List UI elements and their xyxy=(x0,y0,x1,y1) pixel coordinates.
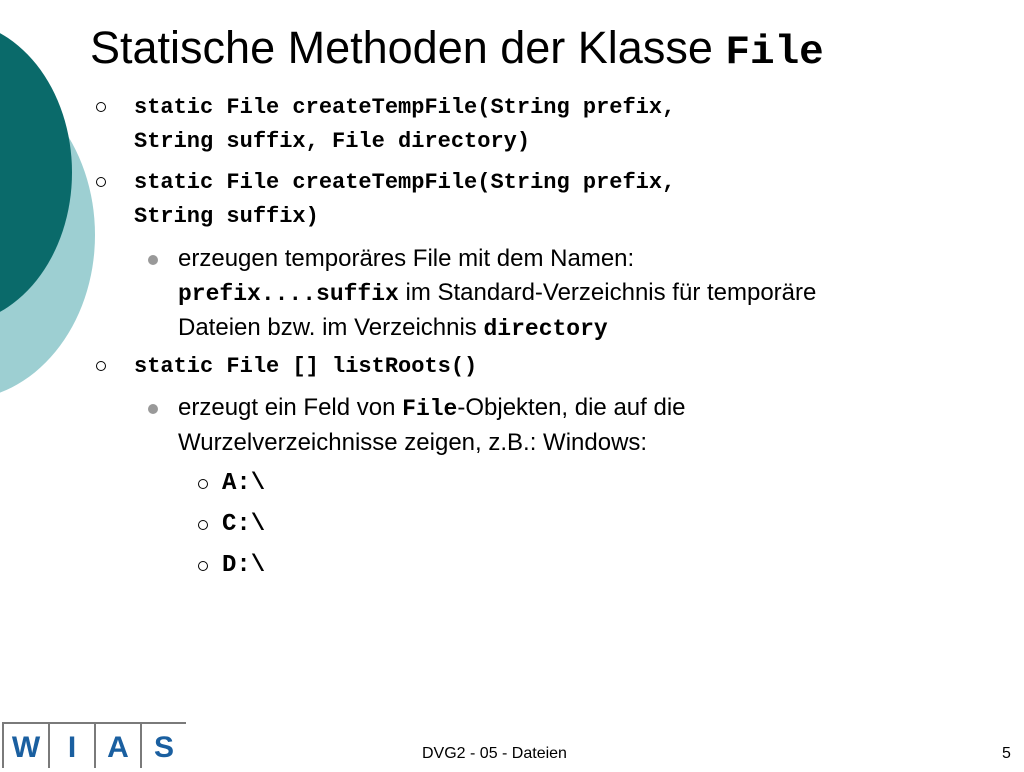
description-line2: Wurzelverzeichnisse zeigen, z.B.: Windows: xyxy=(178,429,648,456)
description-line1 xyxy=(178,391,978,426)
method-signature-line1: static File createTempFile(String prefix, xyxy=(134,170,676,195)
method-signature-line2: String suffix, File directory) xyxy=(134,129,531,154)
hollow-bullet-icon xyxy=(96,361,106,371)
dot-bullet-icon xyxy=(148,404,158,414)
description-text xyxy=(178,242,978,346)
title-text: Statische Methoden der Klasse xyxy=(90,22,713,73)
slide-title xyxy=(90,20,824,81)
logo-letter: S xyxy=(140,722,186,768)
hollow-bullet-icon xyxy=(96,177,106,187)
description-line1-text: erzeugt ein Feld von xyxy=(178,394,403,421)
file-code: File xyxy=(402,396,458,422)
description-line1: erzeugen temporäres File mit dem Namen: xyxy=(178,245,635,272)
description-line1-text-end: -Objekten, die auf die xyxy=(457,394,686,421)
page-number: 5 xyxy=(1002,745,1011,762)
title-code: File xyxy=(725,30,824,76)
hollow-bullet-icon xyxy=(198,561,208,571)
root-label: D:\ xyxy=(222,552,266,579)
logo-letter: A xyxy=(94,722,140,768)
description-line2-text: im Standard-Verzeichnis für temporäre xyxy=(398,279,817,306)
description-line3 xyxy=(178,311,978,346)
wias-logo xyxy=(0,722,186,768)
root-label: A:\ xyxy=(222,470,266,497)
directory-code: directory xyxy=(483,316,608,342)
description-line3-text: Dateien bzw. im Verzeichnis xyxy=(178,314,484,341)
description-text xyxy=(178,391,978,460)
method-signature-line1: static File [] listRoots() xyxy=(134,354,478,379)
root-label: C:\ xyxy=(222,511,266,538)
description-line2 xyxy=(178,276,978,311)
hollow-bullet-icon xyxy=(198,520,208,530)
logo-letter: I xyxy=(48,722,94,768)
hollow-bullet-icon xyxy=(96,102,106,112)
method-signature-line2: String suffix) xyxy=(134,204,319,229)
prefix-suffix-code: prefix....suffix xyxy=(178,281,399,307)
footer-title: DVG2 - 05 - Dateien xyxy=(422,745,567,762)
method-signature-line1: static File createTempFile(String prefix, xyxy=(134,95,676,120)
hollow-bullet-icon xyxy=(198,479,208,489)
dot-bullet-icon xyxy=(148,255,158,265)
logo-letter: W xyxy=(2,722,48,768)
